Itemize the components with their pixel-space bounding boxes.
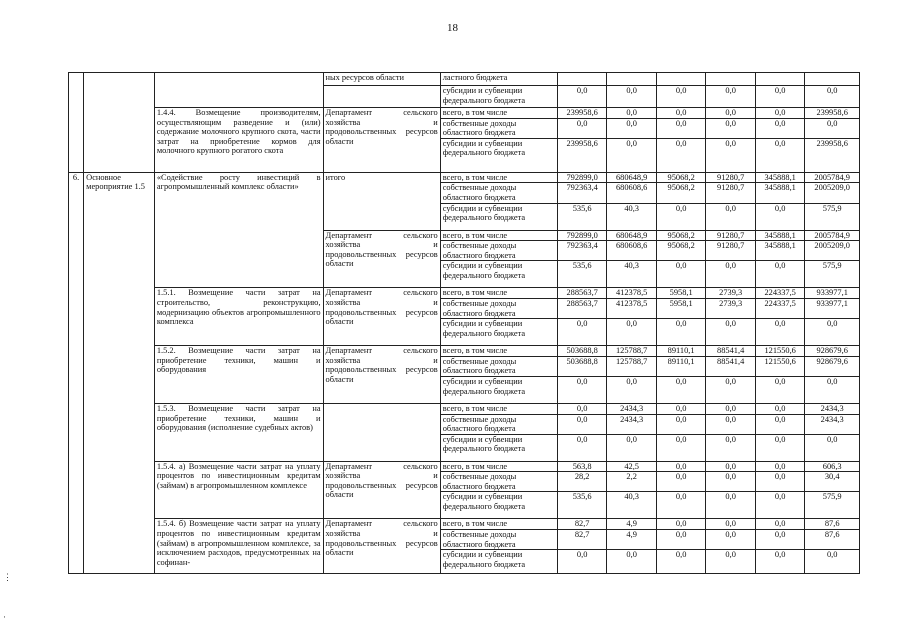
total-value-cell: 239958,6 <box>805 108 860 119</box>
year-value-cell: 0,0 <box>607 138 657 172</box>
year-value-cell: 0,0 <box>607 108 657 119</box>
total-value-cell: 0,0 <box>805 550 860 574</box>
year-value-cell: 5958,1 <box>656 298 706 318</box>
year-value-cell: 0,0 <box>607 550 657 574</box>
table-row <box>69 519 860 530</box>
year-value-cell: 680608,6 <box>607 183 657 203</box>
year-value-cell: 0,0 <box>755 403 805 414</box>
year-value-cell: 82,7 <box>557 519 607 530</box>
year-value-cell: 121550,6 <box>755 346 805 357</box>
year-value-cell: 40,3 <box>607 203 657 230</box>
funding-source-cell: субсидии и субвенции федерального бюджета <box>440 434 557 461</box>
year-value-cell: 503688,8 <box>557 356 607 376</box>
year-value-cell: 792363,4 <box>557 183 607 203</box>
year-value-cell: 2434,3 <box>607 403 657 414</box>
funding-source-cell: субсидии и субвенции федерального бюджета <box>440 319 557 346</box>
executor-cell: Департамент сельского хозяйства и продовольственных ресурсов области <box>323 346 440 404</box>
funding-source-cell: всего, в том числе <box>440 230 557 241</box>
year-value-cell: 792363,4 <box>557 241 607 261</box>
activity-cell: Основное мероприятие 1.5 <box>84 172 155 573</box>
year-value-cell: 680608,6 <box>607 241 657 261</box>
table-row <box>69 73 860 86</box>
funding-source-cell: собственные доходы областного бюджета <box>440 298 557 318</box>
year-value-cell: 28,2 <box>557 472 607 492</box>
year-value-cell: 288563,7 <box>557 288 607 299</box>
total-value-cell: 2005784,9 <box>805 172 860 183</box>
year-value-cell: 0,0 <box>656 403 706 414</box>
year-value-cell: 0,0 <box>755 86 805 108</box>
year-value-cell: 0,0 <box>706 530 756 550</box>
year-value-cell: 792899,0 <box>557 230 607 241</box>
funding-source-cell: субсидии и субвенции федерального бюджета <box>440 261 557 288</box>
total-value-cell: 2434,3 <box>805 403 860 414</box>
total-value-cell: 933977,1 <box>805 298 860 318</box>
year-value-cell: 0,0 <box>656 530 706 550</box>
total-value-cell: 928679,6 <box>805 356 860 376</box>
year-value-cell: 0,0 <box>706 376 756 403</box>
year-value-cell: 0,0 <box>557 414 607 434</box>
measure-name-cell: 1.5.4. а) Возмещение части затрат на уплату процентов по инвестиционным кредитам (займам) в агропромышленном комплексе <box>154 461 323 519</box>
year-value-cell: 95068,2 <box>656 230 706 241</box>
funding-source-cell: собственные доходы областного бюджета <box>440 530 557 550</box>
year-value-cell: 0,0 <box>607 319 657 346</box>
table-row <box>69 346 860 357</box>
year-value-cell: 2434,3 <box>607 414 657 434</box>
year-value-cell: 345888,1 <box>755 183 805 203</box>
funding-source-cell: субсидии и субвенции федерального бюджета <box>440 550 557 574</box>
year-value-cell: 563,8 <box>557 461 607 472</box>
year-value-cell <box>557 73 607 86</box>
funding-source-cell: собственные доходы областного бюджета <box>440 414 557 434</box>
year-value-cell: 412378,5 <box>607 288 657 299</box>
year-value-cell: 0,0 <box>656 108 706 119</box>
year-value-cell: 0,0 <box>557 376 607 403</box>
funding-source-cell: собственные доходы областного бюджета <box>440 472 557 492</box>
year-value-cell: 0,0 <box>706 203 756 230</box>
executor-cell: Департамент сельского хозяйства и продовольственных ресурсов области <box>323 230 440 288</box>
table-row <box>69 461 860 472</box>
row-number-cell: 6. <box>69 172 84 573</box>
year-value-cell: 0,0 <box>656 261 706 288</box>
year-value-cell: 345888,1 <box>755 172 805 183</box>
total-value-cell: 30,4 <box>805 472 860 492</box>
page-number: 18 <box>447 22 458 34</box>
total-value-cell: 87,6 <box>805 530 860 550</box>
year-value-cell: 0,0 <box>557 434 607 461</box>
year-value-cell: 0,0 <box>755 472 805 492</box>
table-row <box>69 172 860 183</box>
year-value-cell: 0,0 <box>755 319 805 346</box>
year-value-cell: 0,0 <box>755 414 805 434</box>
year-value-cell: 91280,7 <box>706 230 756 241</box>
funding-source-cell: всего, в том числе <box>440 346 557 357</box>
year-value-cell: 91280,7 <box>706 183 756 203</box>
year-value-cell: 0,0 <box>656 203 706 230</box>
year-value-cell: 0,0 <box>557 550 607 574</box>
executor-cell: Департамент сельского хозяйства и продовольственных ресурсов области <box>323 288 440 346</box>
year-value-cell: 95068,2 <box>656 183 706 203</box>
year-value-cell: 0,0 <box>755 550 805 574</box>
year-value-cell: 288563,7 <box>557 298 607 318</box>
year-value-cell: 91280,7 <box>706 241 756 261</box>
year-value-cell: 0,0 <box>755 530 805 550</box>
funding-source-cell: всего, в том числе <box>440 519 557 530</box>
total-value-cell: 0,0 <box>805 376 860 403</box>
executor-cell: Департамент сельского хозяйства и продовольственных ресурсов области <box>323 108 440 173</box>
year-value-cell: 0,0 <box>656 376 706 403</box>
year-value-cell: 0,0 <box>706 118 756 138</box>
budget-table-body <box>69 73 860 574</box>
year-value-cell: 535,6 <box>557 203 607 230</box>
budget-table <box>68 72 860 574</box>
year-value-cell: 535,6 <box>557 492 607 519</box>
year-value-cell: 95068,2 <box>656 241 706 261</box>
year-value-cell: 0,0 <box>755 261 805 288</box>
funding-source-cell: всего, в том числе <box>440 461 557 472</box>
year-value-cell: 0,0 <box>755 203 805 230</box>
year-value-cell: 0,0 <box>706 108 756 119</box>
year-value-cell: 345888,1 <box>755 230 805 241</box>
year-value-cell: 89110,1 <box>656 346 706 357</box>
year-value-cell: 89110,1 <box>656 356 706 376</box>
year-value-cell: 88541,4 <box>706 356 756 376</box>
year-value-cell: 91280,7 <box>706 172 756 183</box>
year-value-cell: 0,0 <box>607 376 657 403</box>
year-value-cell: 125788,7 <box>607 346 657 357</box>
side-mark: · <box>3 612 6 622</box>
year-value-cell: 0,0 <box>755 434 805 461</box>
funding-source-cell: собственные доходы областного бюджета <box>440 241 557 261</box>
funding-source-cell: субсидии и субвенции федерального бюджета <box>440 376 557 403</box>
row-number-cell <box>69 73 84 173</box>
total-value-cell: 87,6 <box>805 519 860 530</box>
activity-cell <box>84 73 155 173</box>
year-value-cell: 0,0 <box>755 461 805 472</box>
total-value-cell: 2005209,0 <box>805 241 860 261</box>
funding-source-cell: всего, в том числе <box>440 288 557 299</box>
total-value-cell: 928679,6 <box>805 346 860 357</box>
total-value-cell: 0,0 <box>805 86 860 108</box>
year-value-cell: 4,9 <box>607 519 657 530</box>
year-value-cell: 2739,3 <box>706 288 756 299</box>
table-row <box>69 288 860 299</box>
year-value-cell: 412378,5 <box>607 298 657 318</box>
year-value-cell: 0,0 <box>706 434 756 461</box>
total-value-cell: 2434,3 <box>805 414 860 434</box>
year-value-cell: 680648,9 <box>607 230 657 241</box>
year-value-cell: 0,0 <box>706 86 756 108</box>
year-value-cell: 792899,0 <box>557 172 607 183</box>
year-value-cell: 95068,2 <box>656 172 706 183</box>
funding-source-cell: всего, в том числе <box>440 172 557 183</box>
executor-cell <box>323 86 440 108</box>
total-value-cell: 933977,1 <box>805 288 860 299</box>
total-value-cell: 606,3 <box>805 461 860 472</box>
year-value-cell: 0,0 <box>755 118 805 138</box>
year-value-cell: 0,0 <box>755 519 805 530</box>
year-value-cell: 0,0 <box>706 414 756 434</box>
year-value-cell: 40,3 <box>607 261 657 288</box>
total-value-cell: 239958,6 <box>805 138 860 172</box>
funding-source-cell: субсидии и субвенции федерального бюджета <box>440 203 557 230</box>
year-value-cell <box>755 73 805 86</box>
funding-source-cell: всего, в том числе <box>440 108 557 119</box>
year-value-cell: 224337,5 <box>755 288 805 299</box>
year-value-cell: 0,0 <box>706 472 756 492</box>
year-value-cell <box>656 73 706 86</box>
year-value-cell: 4,9 <box>607 530 657 550</box>
funding-source-cell: собственные доходы областного бюджета <box>440 183 557 203</box>
year-value-cell <box>706 73 756 86</box>
year-value-cell: 0,0 <box>706 138 756 172</box>
year-value-cell: 0,0 <box>656 434 706 461</box>
executor-cell: ных ресурсов области <box>323 73 440 86</box>
year-value-cell: 42,5 <box>607 461 657 472</box>
funding-source-cell: всего, в том числе <box>440 403 557 414</box>
year-value-cell: 0,0 <box>656 492 706 519</box>
year-value-cell: 680648,9 <box>607 172 657 183</box>
year-value-cell: 88541,4 <box>706 346 756 357</box>
total-value-cell: 575,9 <box>805 261 860 288</box>
funding-source-cell: собственные доходы областного бюджета <box>440 356 557 376</box>
total-value-cell <box>805 73 860 86</box>
table-row <box>69 403 860 414</box>
year-value-cell: 40,3 <box>607 492 657 519</box>
funding-source-cell: собственные доходы областного бюджета <box>440 118 557 138</box>
year-value-cell: 0,0 <box>656 472 706 492</box>
total-value-cell: 0,0 <box>805 118 860 138</box>
year-value-cell: 0,0 <box>656 414 706 434</box>
year-value-cell: 0,0 <box>557 319 607 346</box>
year-value-cell: 2,2 <box>607 472 657 492</box>
year-value-cell: 0,0 <box>656 461 706 472</box>
year-value-cell: 0,0 <box>656 319 706 346</box>
year-value-cell: 535,6 <box>557 261 607 288</box>
year-value-cell: 345888,1 <box>755 241 805 261</box>
year-value-cell: 0,0 <box>706 261 756 288</box>
measure-name-cell <box>154 73 323 108</box>
year-value-cell: 121550,6 <box>755 356 805 376</box>
year-value-cell: 239958,6 <box>557 108 607 119</box>
funding-source-cell: субсидии и субвенции федерального бюджета <box>440 138 557 172</box>
year-value-cell: 0,0 <box>755 492 805 519</box>
year-value-cell: 0,0 <box>656 550 706 574</box>
total-value-cell: 2005209,0 <box>805 183 860 203</box>
year-value-cell: 0,0 <box>656 138 706 172</box>
executor-cell <box>323 403 440 461</box>
measure-name-cell: 1.5.1. Возмещение части затрат на строительство, реконструкцию, модернизацию объектов агропромышленного комплекса <box>154 288 323 346</box>
year-value-cell: 0,0 <box>656 519 706 530</box>
year-value-cell: 0,0 <box>607 118 657 138</box>
measure-name-cell: 1.4.4. Возмещение производителям, осуществляющим разведение и (или) содержание молочного крупного скота, части затрат на приобретение кормов для молочного крупного рогатого скота <box>154 108 323 173</box>
funding-source-cell: субсидии и субвенции федерального бюджета <box>440 86 557 108</box>
year-value-cell <box>607 73 657 86</box>
year-value-cell: 0,0 <box>755 376 805 403</box>
total-value-cell: 575,9 <box>805 203 860 230</box>
year-value-cell: 239958,6 <box>557 138 607 172</box>
year-value-cell: 5958,1 <box>656 288 706 299</box>
year-value-cell: 0,0 <box>706 461 756 472</box>
year-value-cell: 0,0 <box>706 492 756 519</box>
total-value-cell: 0,0 <box>805 319 860 346</box>
year-value-cell: 0,0 <box>656 86 706 108</box>
funding-source-cell: ластного бюджета <box>440 73 557 86</box>
measure-name-cell: 1.5.4. б) Возмещение части затрат на уплату процентов по инвестиционным кредитам (займам) в агропромышленном комплексе, за исключением расходов, предусмотренных на софинан- <box>154 519 323 574</box>
year-value-cell: 0,0 <box>706 319 756 346</box>
year-value-cell: 0,0 <box>557 403 607 414</box>
side-mark: ⋮ <box>3 572 12 582</box>
total-value-cell: 0,0 <box>805 434 860 461</box>
year-value-cell: 0,0 <box>607 434 657 461</box>
year-value-cell: 0,0 <box>557 86 607 108</box>
year-value-cell: 0,0 <box>706 550 756 574</box>
year-value-cell: 503688,8 <box>557 346 607 357</box>
year-value-cell: 0,0 <box>706 403 756 414</box>
measure-name-cell: 1.5.2. Возмещение части затрат на приобретение техники, машин и оборудования <box>154 346 323 404</box>
measure-name-cell: 1.5.3. Возмещение части затрат на приобретение техники, машин и оборудования (исполнение судебных актов) <box>154 403 323 461</box>
year-value-cell: 0,0 <box>557 118 607 138</box>
executor-cell: итого <box>323 172 440 230</box>
measure-name-cell: «Содействие росту инвестиций в агропромышленный комплекс области» <box>154 172 323 288</box>
table-row <box>69 108 860 119</box>
funding-source-cell: субсидии и субвенции федерального бюджета <box>440 492 557 519</box>
executor-cell: Департамент сельского хозяйства и продовольственных ресурсов области <box>323 461 440 519</box>
year-value-cell: 0,0 <box>755 108 805 119</box>
executor-cell: Департамент сельского хозяйства и продовольственных ресурсов области <box>323 519 440 574</box>
year-value-cell: 2739,3 <box>706 298 756 318</box>
year-value-cell: 0,0 <box>755 138 805 172</box>
year-value-cell: 125788,7 <box>607 356 657 376</box>
total-value-cell: 575,9 <box>805 492 860 519</box>
year-value-cell: 0,0 <box>607 86 657 108</box>
year-value-cell: 224337,5 <box>755 298 805 318</box>
year-value-cell: 0,0 <box>656 118 706 138</box>
year-value-cell: 82,7 <box>557 530 607 550</box>
year-value-cell: 0,0 <box>706 519 756 530</box>
total-value-cell: 2005784,9 <box>805 230 860 241</box>
